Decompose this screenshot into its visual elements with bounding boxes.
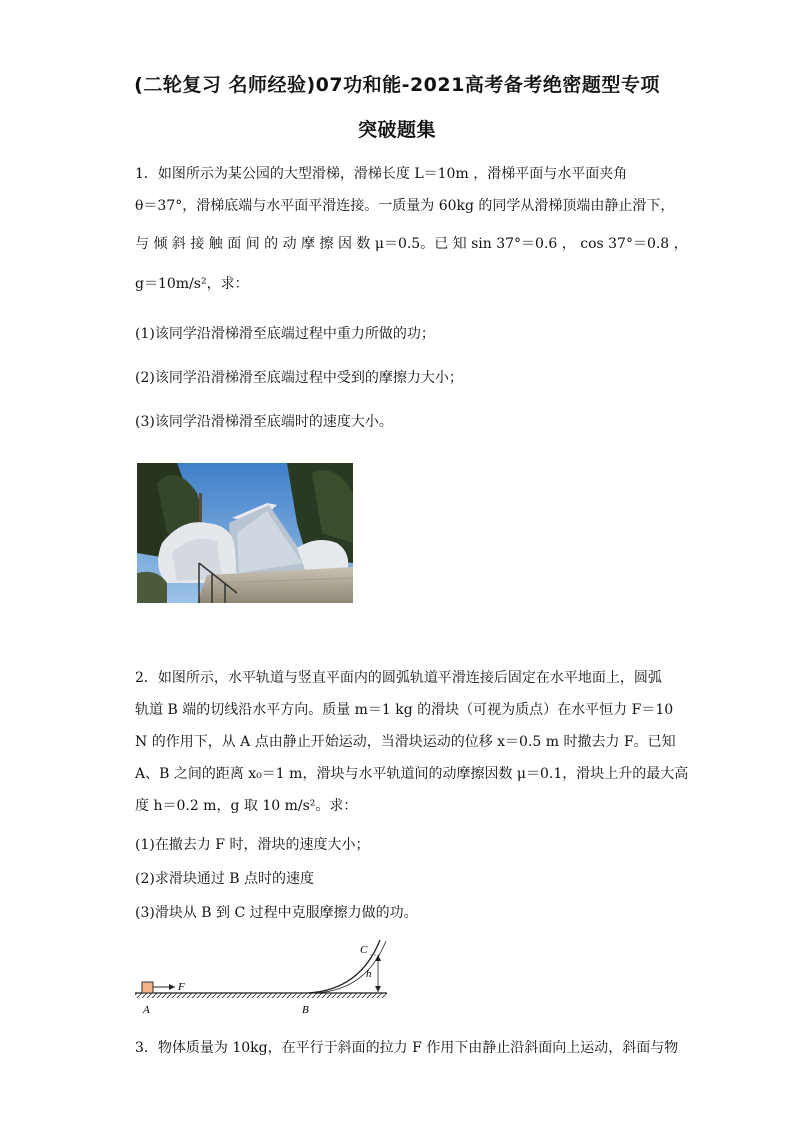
q2-sub-3: (3)滑块从 B 到 C 过程中克服摩擦力做的功。 <box>135 905 418 921</box>
label-C: C <box>360 944 368 956</box>
title-line-1: (二轮复习 名师经验)07功和能-2021高考备考绝密题型专项 <box>134 74 660 96</box>
q2-line: N 的作用下，从 A 点由静止开始运动，当滑块运动的位移 x＝0.5 m 时撤去力 F。已知 <box>135 734 676 750</box>
q2-line: 2．如图所示，水平轨道与竖直平面内的圆弧轨道平滑连接后固定在水平地面上，圆弧 <box>135 670 662 686</box>
q2-line: 度 h＝0.2 m，g 取 10 m/s²。求： <box>135 798 358 814</box>
ground-hatch <box>135 993 387 998</box>
slide-photo <box>137 463 353 603</box>
arc-track <box>308 940 380 993</box>
block <box>142 982 153 993</box>
q1-line: 与 倾 斜 接 触 面 间 的 动 摩 擦 因 数 μ＝0.5。已 知 sin 37°＝0.6 ， cos 37°＝0.8 ， <box>135 236 688 252</box>
label-B: B <box>302 1004 309 1016</box>
q1-line: 1．如图所示为某公园的大型滑梯，滑梯长度 L＝10m ，滑梯平面与水平面夹角 <box>135 166 628 182</box>
label-A: A <box>143 1004 150 1016</box>
arrow-head-icon <box>169 984 175 990</box>
q1-line: g＝10m/s²，求： <box>135 276 249 292</box>
label-F: F <box>178 981 185 993</box>
q2-sub-1: (1)在撤去力 F 时，滑块的速度大小； <box>135 837 370 853</box>
q2-line: 轨道 B 端的切线沿水平方向。质量 m＝1 kg 的滑块（可视为质点）在水平恒力 F＝10 <box>135 702 674 718</box>
q1-sub-1: (1)该同学沿滑梯滑至底端过程中重力所做的功； <box>135 326 435 342</box>
label-h: h <box>366 968 372 980</box>
q3-line: 3．物体质量为 10kg，在平行于斜面的拉力 F 作用下由静止沿斜面向上运动，斜面与物 <box>135 1040 679 1056</box>
q1-line: θ＝37°，滑梯底端与水平面平滑连接。一质量为 60kg 的同学从滑梯顶端由静止滑下， <box>135 198 675 214</box>
title-line-2: 突破题集 <box>357 119 436 141</box>
q1-sub-3: (3)该同学沿滑梯滑至底端时的速度大小。 <box>135 414 393 430</box>
track-diagram <box>130 935 400 1020</box>
q2-line: A、B 之间的距离 x₀＝1 m，滑块与水平轨道间的动摩擦因数 μ＝0.1，滑块上升的最大高 <box>135 766 689 782</box>
q1-sub-2: (2)该同学沿滑梯滑至底端过程中受到的摩擦力大小； <box>135 370 463 386</box>
q2-sub-2: (2)求滑块通过 B 点时的速度 <box>135 871 315 887</box>
